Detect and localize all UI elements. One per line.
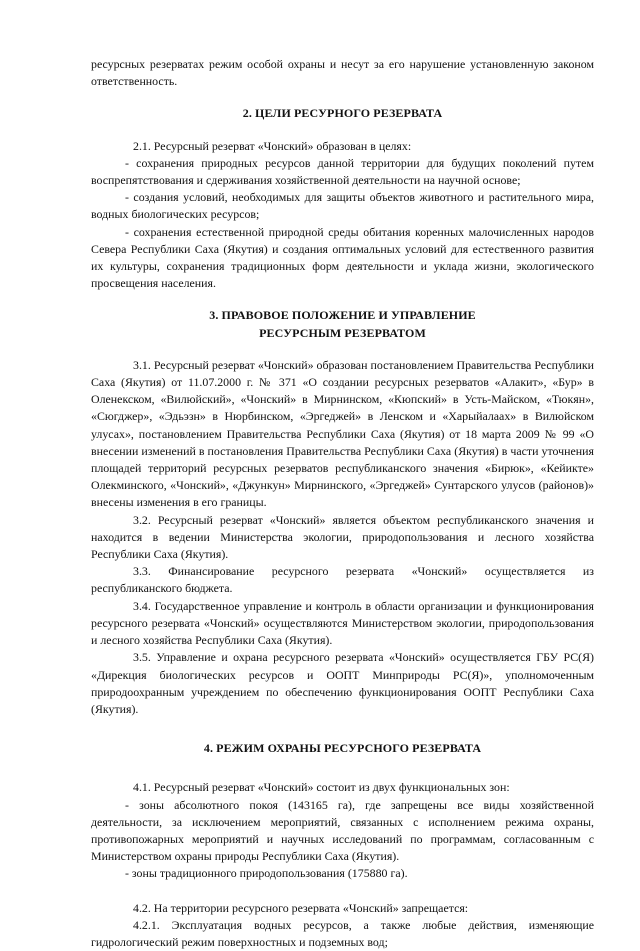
paragraph-3-4: 3.4. Государственное управление и контроль в области организации и функционирования ресурсного резервата «Чонский» осуществляются Министерством экологии, природопользования и лесного хозяйства Республики Саха (Якутия). bbox=[91, 598, 594, 648]
paragraph-2-1-item-2: - создания условий, необходимых для защиты объектов животного и растительного мира, водных биологических ресурсов; bbox=[91, 190, 594, 222]
paragraph-4-2: 4.2. На территории ресурсного резервата «Чонский» запрещается: bbox=[133, 900, 469, 915]
paragraph-spacer bbox=[91, 883, 594, 900]
paragraph-2-1-item-1: - сохранения природных ресурсов данной территории для будущих поколений путем воспрепятствования и сдерживания хозяйственной деятельности на научной основе; bbox=[91, 155, 594, 188]
paragraph-3-1: 3.1. Ресурсный резерват «Чонский» образован постановлением Правительства Республики Саха (Якутия) от 11.07.2000 г. № 371 «О создании ресурсных резерватов «Алакит», «Бур» в Оленекском, «Вилюйский», «Чонский» в Мирнинском, «Кюпский» в Усть-Майском, «Тюкян», «Сюгджер», «Эдьэзн» в Нюрбинском, «Эргеджей» в Ленском и «Харыйалаах» в Вилюйском улусах», постановлением Правительства Республики Саха (Якутия) от 18 марта 2009 № 99 «О внесении изменений в постановления Правительства Республики Саха (Якутия) в части уточнения площадей территорий ресурсных резерватов республиканского значения «Бирюк», «Кейикте» Олекминского, «Чонский», «Джункун» Мирнинского, «Эргеджей» Сунтарского улусов (районов)» внесены изменения в его границы. bbox=[91, 357, 594, 510]
section-4-title: 4. РЕЖИМ ОХРАНЫ РЕСУРСНОГО РЕЗЕРВАТА bbox=[203, 741, 482, 756]
paragraph-3-2: 3.2. Ресурсный резерват «Чонский» является объектом республиканского значения и находится в ведении Министерства экологии, природопользования и лесного хозяйства Республики Саха (Якутия). bbox=[91, 512, 594, 562]
section-3-title-line-2: РЕСУРСНЫМ РЕЗЕРВАТОМ bbox=[259, 325, 426, 340]
paragraph-2-1-item-3: - сохранения естественной природной среды обитания коренных малочисленных народов Севера Республики Саха (Якутия) и создания оптимальных условий для естественного развития их культуры, сохранения традиционных форм деятельности и уклада жизни, экологического просвещения населения. bbox=[91, 224, 594, 291]
paragraph-3-5: 3.5. Управление и охрана ресурсного резервата «Чонский» осуществляется ГБУ РС(Я) «Дирекция биологических ресурсов и ООПТ Минприроды РС(Я)», уполномоченным природоохранным учреждением по обеспечению функционирования ООПТ Республики Саха (Якутия). bbox=[91, 650, 594, 716]
paragraph-4-1-item-2: - зоны традиционного природопользования (175880 га). bbox=[125, 866, 408, 881]
section-3-title bbox=[91, 307, 594, 341]
paragraph-4-1-item-1: - зоны абсолютного покоя (143165 га), где запрещены все виды хозяйственной деятельности, за исключением мероприятий, связанных с исполнением режима охраны, противопожарных мероприятий и научных исследований по программам, согласованным с Министерством охраны природы Республики Саха (Якутия). bbox=[91, 797, 594, 864]
paragraph-2-1: 2.1. Ресурсный резерват «Чонский» образован в целях: bbox=[133, 138, 412, 153]
section-2-title: 2. ЦЕЛИ РЕСУРНОГО РЕЗЕРВАТА bbox=[242, 106, 443, 121]
paragraph-4-2-1: 4.2.1. Эксплуатация водных ресурсов, а также любые действия, изменяющие гидрологический режим поверхностных и подземных вод; bbox=[91, 917, 594, 949]
section-3-title-line-1: 3. ПРАВОВОЕ ПОЛОЖЕНИЕ И УПРАВЛЕНИЕ bbox=[209, 308, 476, 323]
paragraph-4-1: 4.1. Ресурсный резерват «Чонский» состоит из двух функциональных зон: bbox=[133, 780, 510, 795]
intro-paragraph: ресурсных резерватах режим особой охраны и несут за его нарушение установленную законом ответственность. bbox=[91, 57, 594, 89]
paragraph-3-3: 3.3. Финансирование ресурсного резервата «Чонский» осуществляется из республиканского бюджета. bbox=[91, 564, 594, 596]
